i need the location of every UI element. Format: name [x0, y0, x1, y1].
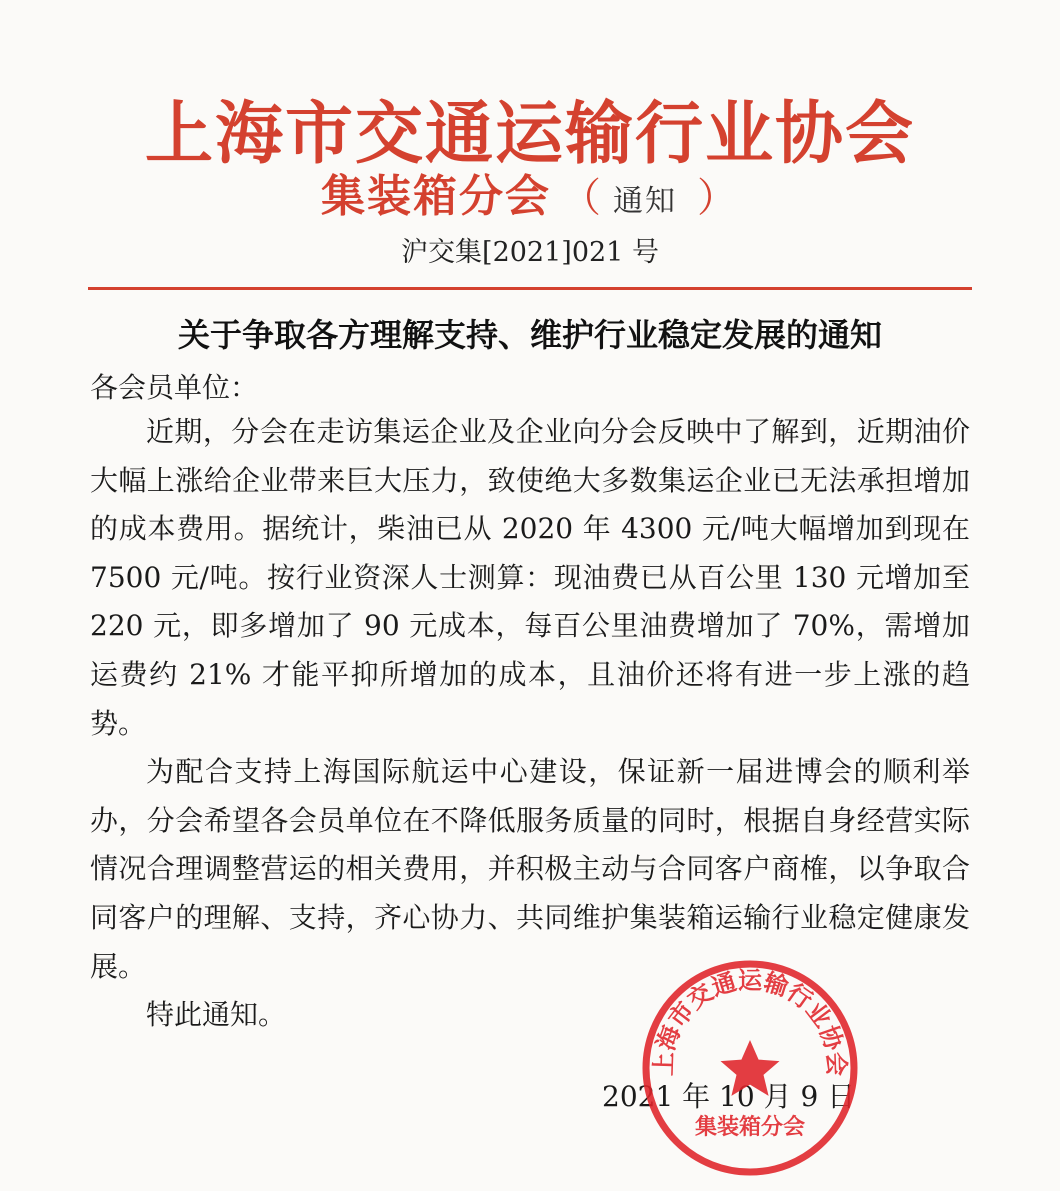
official-seal: [640, 958, 860, 1178]
body-paragraph: 为配合支持上海国际航运中心建设，保证新一届进博会的顺利举办，分会希望各会员单位在不降低服务质量的同时，根据自身经营实际情况合理调整营运的相关费用，并积极主动与合同客户商榷，以争取合同客户的理解、支持，齐心协力、共同维护集装箱运输行业稳定健康发展。: [90, 755, 970, 983]
notice-body: [90, 408, 970, 1040]
addressee: 各会员单位：: [90, 371, 259, 404]
seal-inner-text: 集装箱分会: [694, 1115, 806, 1140]
notice-word: 通知: [613, 184, 677, 219]
header-divider: [88, 287, 972, 290]
notice-open-paren: （: [561, 175, 603, 221]
issue-date: 2021 年 10 月 9 日: [602, 1080, 856, 1113]
body-paragraph: 特此通知。: [146, 998, 287, 1032]
organization-title: 上海市交通运输行业协会: [144, 95, 915, 174]
body-paragraph: 近期，分会在走访集运企业及企业向分会反映中了解到，近期油价大幅上涨给企业带来巨大压力，致使绝大多数集运企业已无法承担增加的成本费用。据统计，柴油已从 2020 年 4300 元/吨大幅增加到现在 7500 元/吨。按行业资深人士测算：现油费已从百公里 130 元增加至 220 元，即多增加了 90 元成本，每百公里油费增加了 70%，需增加运费约 21% 才能平抑所增加的成本，且油价还将有进一步上涨的趋势。: [90, 415, 970, 740]
seal-outer-text: 上海市交通运输行业协会: [649, 966, 851, 1077]
notice-close-paren: ）: [697, 175, 739, 221]
branch-name: 集装箱分会: [321, 171, 551, 222]
star-icon: [721, 1040, 780, 1096]
notice-title: 关于争取各方理解支持、维护行业稳定发展的通知: [177, 316, 882, 354]
branch-title: [0, 160, 1060, 224]
document-number: 沪交集[2021]021 号: [401, 237, 659, 268]
